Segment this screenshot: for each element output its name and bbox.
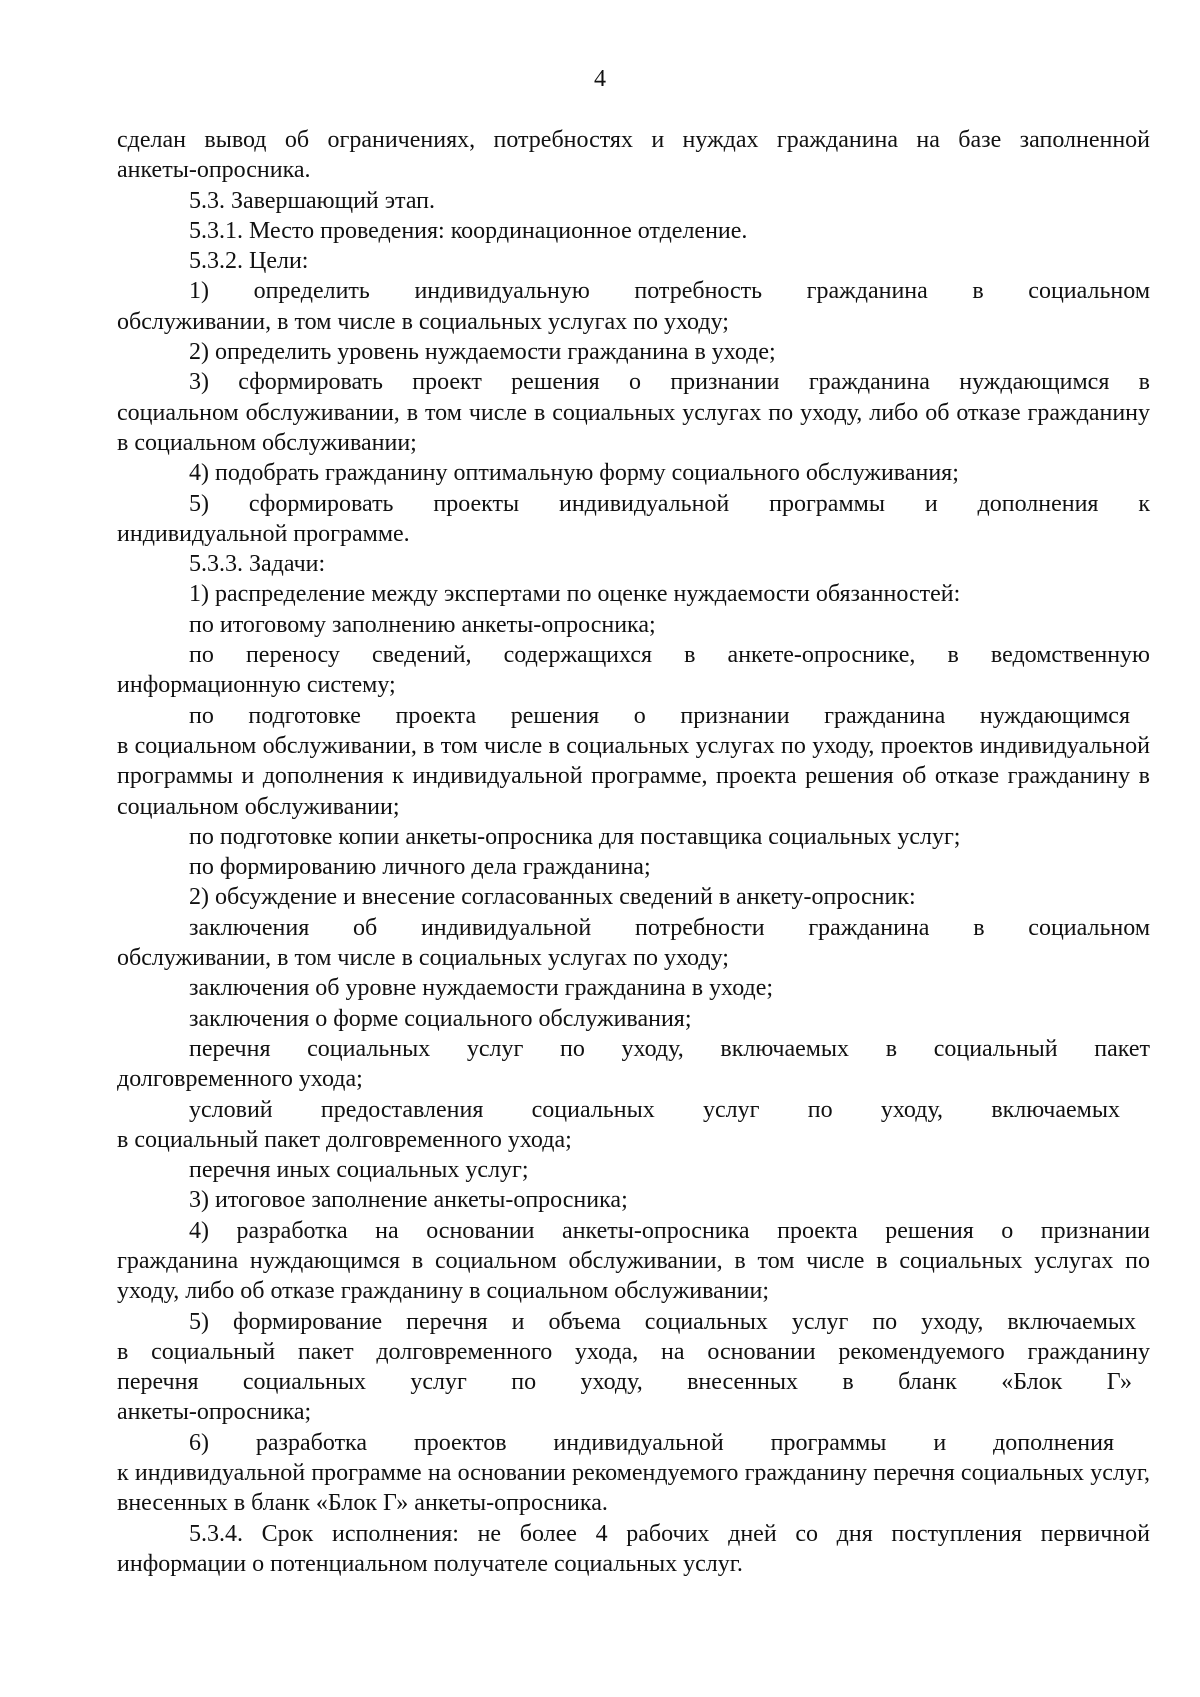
- list-item: по формированию личного дела гражданина;: [189, 854, 651, 881]
- list-item: заключения о форме социального обслуживания;: [189, 1005, 692, 1032]
- list-item: 3) итоговое заполнение анкеты-опросника;: [189, 1187, 628, 1214]
- paragraph-line: 5) сформировать проекты индивидуальной программы и дополнения к: [189, 490, 1150, 517]
- paragraph-line: информации о потенциальном получателе социальных услуг.: [117, 1550, 743, 1577]
- paragraph-line: условий предоставления социальных услуг по уходу, включаемых: [189, 1096, 1120, 1123]
- paragraph-line: обслуживании, в том числе в социальных услугах по уходу;: [117, 945, 729, 972]
- paragraph-line: 4) разработка на основании анкеты-опросника проекта решения о признании: [189, 1217, 1150, 1244]
- paragraph-line: информационную систему;: [117, 672, 396, 699]
- paragraph-line: по переносу сведений, содержащихся в анкете-опроснике, в ведомственную: [189, 642, 1150, 669]
- paragraph-line: анкеты-опросника.: [117, 157, 311, 184]
- list-item: [117, 1307, 1150, 1428]
- section-heading: 5.3.2. Цели:: [189, 248, 309, 275]
- paragraph-line: индивидуальной программе.: [117, 520, 410, 547]
- paragraph-line: 6) разработка проектов индивидуальной программы и дополнения: [189, 1429, 1114, 1456]
- paragraph-line: к индивидуальной программе на основании рекомендуемого гражданину перечня социальных услуг, внесенных в бланк «Блок Г» анкеты-опросника.: [117, 1460, 1150, 1517]
- paragraph-line: перечня социальных услуг по уходу, внесенных в бланк «Блок Г»: [117, 1369, 1132, 1396]
- list-item: по подготовке копии анкеты-опросника для поставщика социальных услуг;: [189, 823, 961, 850]
- paragraph-line: 5) формирование перечня и объема социальных услуг по уходу, включаемых: [189, 1308, 1136, 1335]
- paragraph-line: обслуживании, в том числе в социальных услугах по уходу;: [117, 308, 729, 335]
- paragraph-line: 3) сформировать проект решения о признании гражданина нуждающимся в: [189, 369, 1150, 396]
- paragraph-continuation: [117, 125, 1150, 186]
- list-item: по итоговому заполнению анкеты-опросника;: [189, 611, 656, 638]
- list-item: [117, 701, 1150, 822]
- paragraph-line: долговременного ухода;: [117, 1066, 363, 1093]
- section-heading: 5.3. Завершающий этап.: [189, 187, 436, 214]
- list-item: [117, 913, 1150, 974]
- list-item: 2) обсуждение и внесение согласованных сведений в анкету-опросник:: [189, 884, 916, 911]
- list-item: [117, 1095, 1150, 1156]
- list-item: [117, 1034, 1150, 1095]
- paragraph-line: в социальный пакет долговременного ухода, на основании рекомендуемого гражданину: [117, 1338, 1150, 1365]
- list-item: [117, 489, 1150, 550]
- paragraph-line: гражданина нуждающимся в социальном обслуживании, в том числе в социальных услугах по уходу, либо об отказе гражданину в социальном обслуживании;: [117, 1247, 1150, 1305]
- list-item: 4) подобрать гражданину оптимальную форму социального обслуживания;: [189, 460, 959, 487]
- list-item: 1) распределение между экспертами по оценке нуждаемости обязанностей:: [189, 581, 961, 608]
- paragraph-line: анкеты-опросника;: [117, 1399, 312, 1426]
- list-item: перечня иных социальных услуг;: [189, 1157, 529, 1184]
- paragraph-line: в социальном обслуживании, в том числе в социальных услугах по уходу, проектов индивидуальной программы и дополнения к индивидуальной программе, проекта решения об отказе гражданину в социальном обслуживании;: [117, 732, 1150, 820]
- page-number: 4: [594, 66, 606, 92]
- paragraph-line: заключения об индивидуальной потребности гражданина в социальном: [189, 914, 1150, 941]
- paragraph-line: в социальный пакет долговременного ухода;: [117, 1126, 572, 1153]
- list-item: [117, 276, 1150, 337]
- paragraph-line: 1) определить индивидуальную потребность гражданина в социальном: [189, 278, 1150, 305]
- list-item: [117, 1216, 1150, 1307]
- list-item: [117, 640, 1150, 701]
- paragraph-line: перечня социальных услуг по уходу, включаемых в социальный пакет: [189, 1035, 1150, 1062]
- list-item: [117, 367, 1150, 458]
- paragraph: 5.3.1. Место проведения: координационное отделение.: [189, 217, 748, 244]
- list-item: заключения об уровне нуждаемости гражданина в уходе;: [189, 975, 774, 1002]
- paragraph-line: социальном обслуживании, в том числе в социальных услугах по уходу, либо об отказе гражданину в социальном обслуживании;: [117, 399, 1150, 456]
- list-item: [117, 1519, 1150, 1580]
- section-heading: 5.3.3. Задачи:: [189, 551, 326, 578]
- paragraph-line: 5.3.4. Срок исполнения: не более 4 рабочих дней со дня поступления первичной: [189, 1520, 1150, 1547]
- list-item: [117, 1428, 1150, 1519]
- document-body: [117, 125, 1150, 1579]
- paragraph-line: по подготовке проекта решения о признании гражданина нуждающимся: [189, 702, 1130, 729]
- list-item: 2) определить уровень нуждаемости гражданина в уходе;: [189, 339, 776, 366]
- paragraph-line: сделан вывод об ограничениях, потребностях и нуждах гражданина на базе заполненной: [117, 127, 1150, 153]
